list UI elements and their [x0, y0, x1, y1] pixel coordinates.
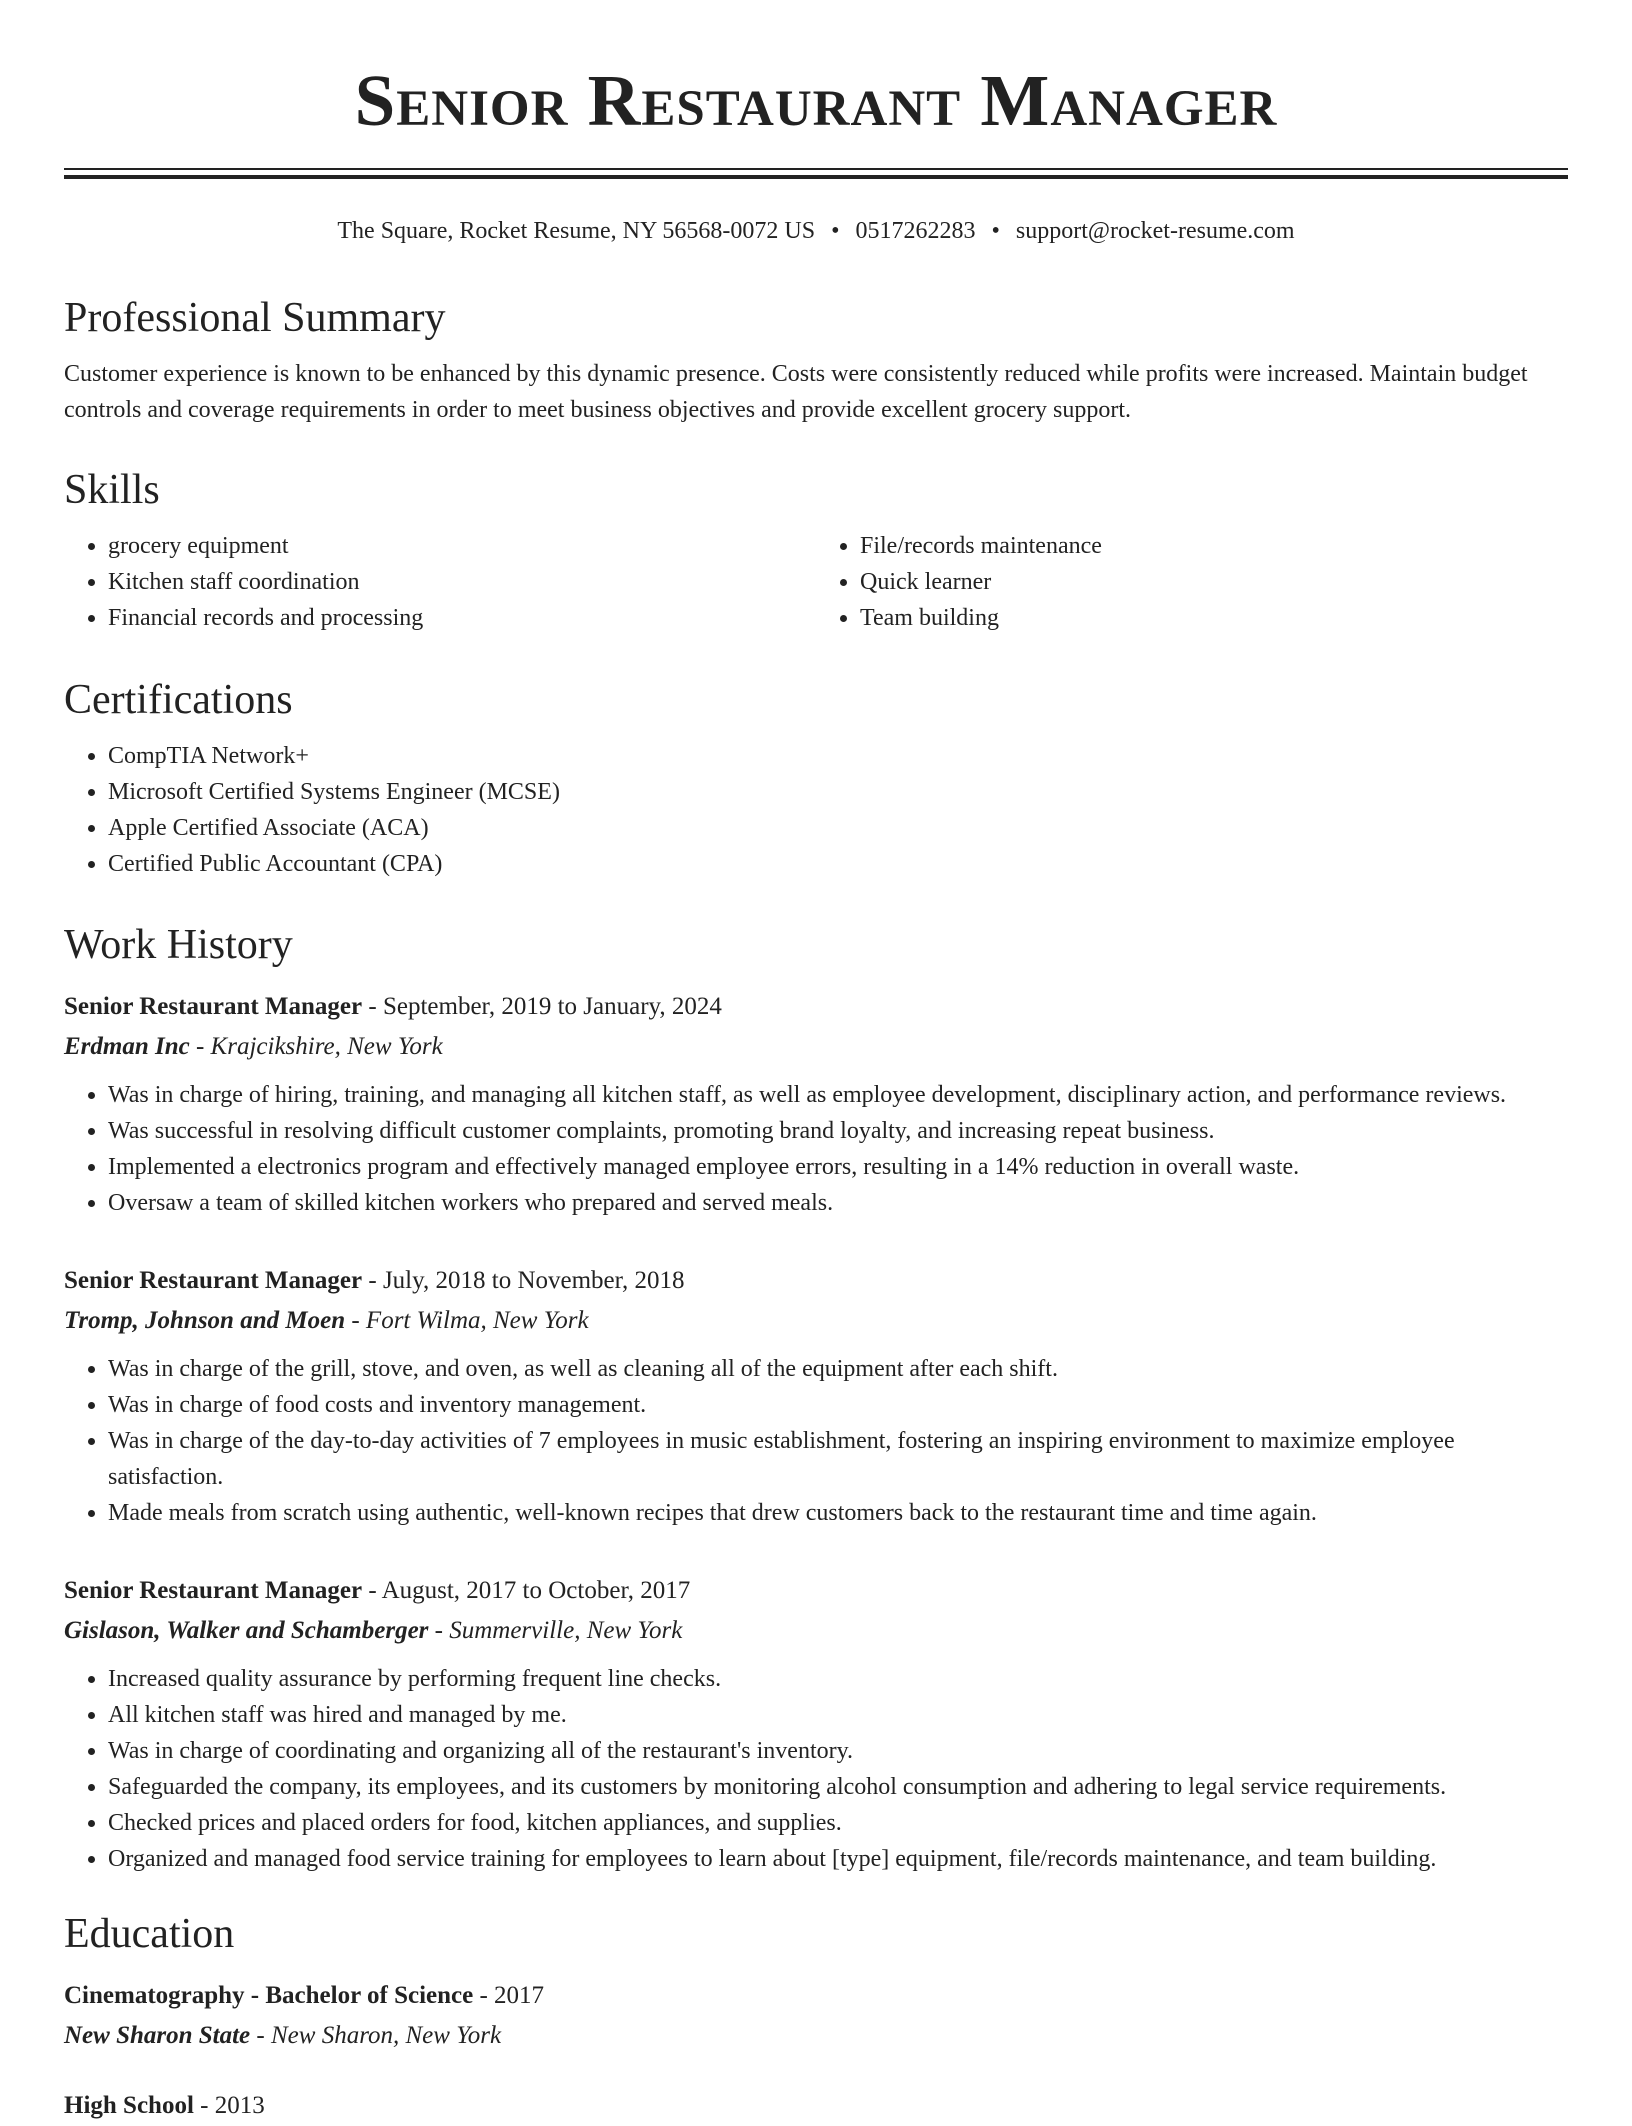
- job-header: [64, 987, 1568, 1027]
- summary-section: [64, 290, 1568, 428]
- education-degree: Cinematography - Bachelor of Science: [64, 1982, 474, 2009]
- job-location: - Krajcikshire, New York: [189, 1033, 443, 1060]
- job-company: Erdman Inc: [64, 1033, 190, 1060]
- job-bullets: [64, 1077, 1568, 1221]
- certifications-heading: Certifications: [64, 677, 293, 723]
- certifications-section: [64, 672, 1568, 882]
- skills-list-right: [816, 528, 1568, 636]
- title-divider-thick: [64, 175, 1568, 179]
- certification-item: • CompTIA Network+: [108, 738, 1568, 774]
- education-school-line: [64, 2016, 1568, 2056]
- summary-heading: Professional Summary: [64, 295, 446, 341]
- education-header: [64, 2086, 1568, 2126]
- summary-text: Customer experience is known to be enhanced by this dynamic presence. Costs were consistently reduced while profits were increased. Maintain budget controls and coverage requirements in order to meet business objectives and provide excellent grocery support.: [64, 361, 1528, 423]
- contact-address: The Square, Rocket Resume, NY 56568-0072 US: [337, 218, 816, 244]
- job-entry: [64, 987, 1568, 1221]
- skill-item: • File/records maintenance: [860, 528, 1568, 564]
- job-company-line: [64, 1611, 1568, 1651]
- skills-grid: [64, 528, 1568, 636]
- job-location: - Summerville, New York: [428, 1617, 683, 1644]
- education-year: - 2017: [473, 1982, 545, 2009]
- skills-section: [64, 462, 1568, 636]
- job-header: [64, 1261, 1568, 1301]
- education-location: - New Sharon, New York: [250, 2022, 502, 2049]
- education-degree: High School: [64, 2092, 194, 2119]
- skills-list-left: [64, 528, 816, 636]
- job-entry: [64, 1571, 1568, 1877]
- education-header: [64, 1976, 1568, 2016]
- job-bullets: [64, 1351, 1568, 1531]
- job-company-line: [64, 1027, 1568, 1067]
- certifications-list: [64, 738, 1568, 882]
- education-year: - 2013: [193, 2092, 265, 2119]
- job-bullet: • Implemented a electronics program and effectively managed employee errors, resulting in a 14% reduction in overall waste.: [108, 1149, 1568, 1185]
- job-dates: - August, 2017 to October, 2017: [362, 1577, 691, 1604]
- job-company: Gislason, Walker and Schamberger: [64, 1617, 429, 1644]
- education-entry: [64, 2086, 1568, 2126]
- job-bullet: • All kitchen staff was hired and managed by me.: [108, 1697, 1568, 1733]
- job-bullets: [64, 1661, 1568, 1877]
- contact-phone: 0517262283: [855, 218, 976, 244]
- job-title: Senior Restaurant Manager: [64, 1267, 363, 1294]
- job-dates: - September, 2019 to January, 2024: [362, 993, 722, 1020]
- skills-heading: Skills: [64, 467, 160, 513]
- job-company-line: [64, 1301, 1568, 1341]
- job-bullet: • Was successful in resolving difficult customer complaints, promoting brand loyalty, and increasing repeat business.: [108, 1113, 1568, 1149]
- skill-item: • Financial records and processing: [108, 600, 816, 636]
- job-bullet: • Made meals from scratch using authentic, well-known recipes that drew customers back to the restaurant time and time again.: [108, 1495, 1568, 1531]
- job-bullet: • Was in charge of food costs and inventory management.: [108, 1387, 1568, 1423]
- skill-item: • Team building: [860, 600, 1568, 636]
- contact-line: [0, 215, 1632, 247]
- job-bullet: • Was in charge of the grill, stove, and oven, as well as cleaning all of the equipment after each shift.: [108, 1351, 1568, 1387]
- job-bullet: • Was in charge of hiring, training, and managing all kitchen staff, as well as employee development, disciplinary action, and performance reviews.: [108, 1077, 1568, 1113]
- skill-item: • Quick learner: [860, 564, 1568, 600]
- job-bullet: • Was in charge of the day-to-day activities of 7 employees in music establishment, fostering an inspiring environment to maximize employee satisfaction.: [108, 1423, 1568, 1495]
- resume-title: Senior Restaurant Manager: [354, 60, 1278, 141]
- job-title: Senior Restaurant Manager: [64, 1577, 363, 1604]
- education-entry: [64, 1976, 1568, 2056]
- education-heading: Education: [64, 1911, 235, 1957]
- job-bullet: • Was in charge of coordinating and organizing all of the restaurant's inventory.: [108, 1733, 1568, 1769]
- contact-separator: •: [991, 218, 1000, 244]
- work-history-section: [64, 917, 1568, 1877]
- skill-item: • Kitchen staff coordination: [108, 564, 816, 600]
- education-section: [64, 1906, 1568, 2126]
- job-company: Tromp, Johnson and Moen: [64, 1307, 346, 1334]
- job-bullet: • Oversaw a team of skilled kitchen workers who prepared and served meals.: [108, 1185, 1568, 1221]
- education-school: New Sharon State: [64, 2022, 251, 2049]
- certification-item: • Certified Public Accountant (CPA): [108, 846, 1568, 882]
- job-title: Senior Restaurant Manager: [64, 993, 363, 1020]
- certification-item: • Apple Certified Associate (ACA): [108, 810, 1568, 846]
- job-bullet: • Organized and managed food service training for employees to learn about [type] equipment, file/records maintenance, and team building.: [108, 1841, 1568, 1877]
- title-divider-thin: [64, 168, 1568, 170]
- job-bullet: • Increased quality assurance by performing frequent line checks.: [108, 1661, 1568, 1697]
- job-header: [64, 1571, 1568, 1611]
- work-history-heading: Work History: [64, 922, 293, 968]
- job-bullet: • Safeguarded the company, its employees, and its customers by monitoring alcohol consumption and adhering to legal service requirements.: [108, 1769, 1568, 1805]
- job-dates: - July, 2018 to November, 2018: [362, 1267, 685, 1294]
- contact-email: support@rocket-resume.com: [1015, 218, 1295, 244]
- job-entry: [64, 1261, 1568, 1531]
- job-bullet: • Checked prices and placed orders for food, kitchen appliances, and supplies.: [108, 1805, 1568, 1841]
- skill-item: • grocery equipment: [108, 528, 816, 564]
- certification-item: • Microsoft Certified Systems Engineer (MCSE): [108, 774, 1568, 810]
- job-location: - Fort Wilma, New York: [345, 1307, 589, 1334]
- contact-separator: •: [831, 218, 840, 244]
